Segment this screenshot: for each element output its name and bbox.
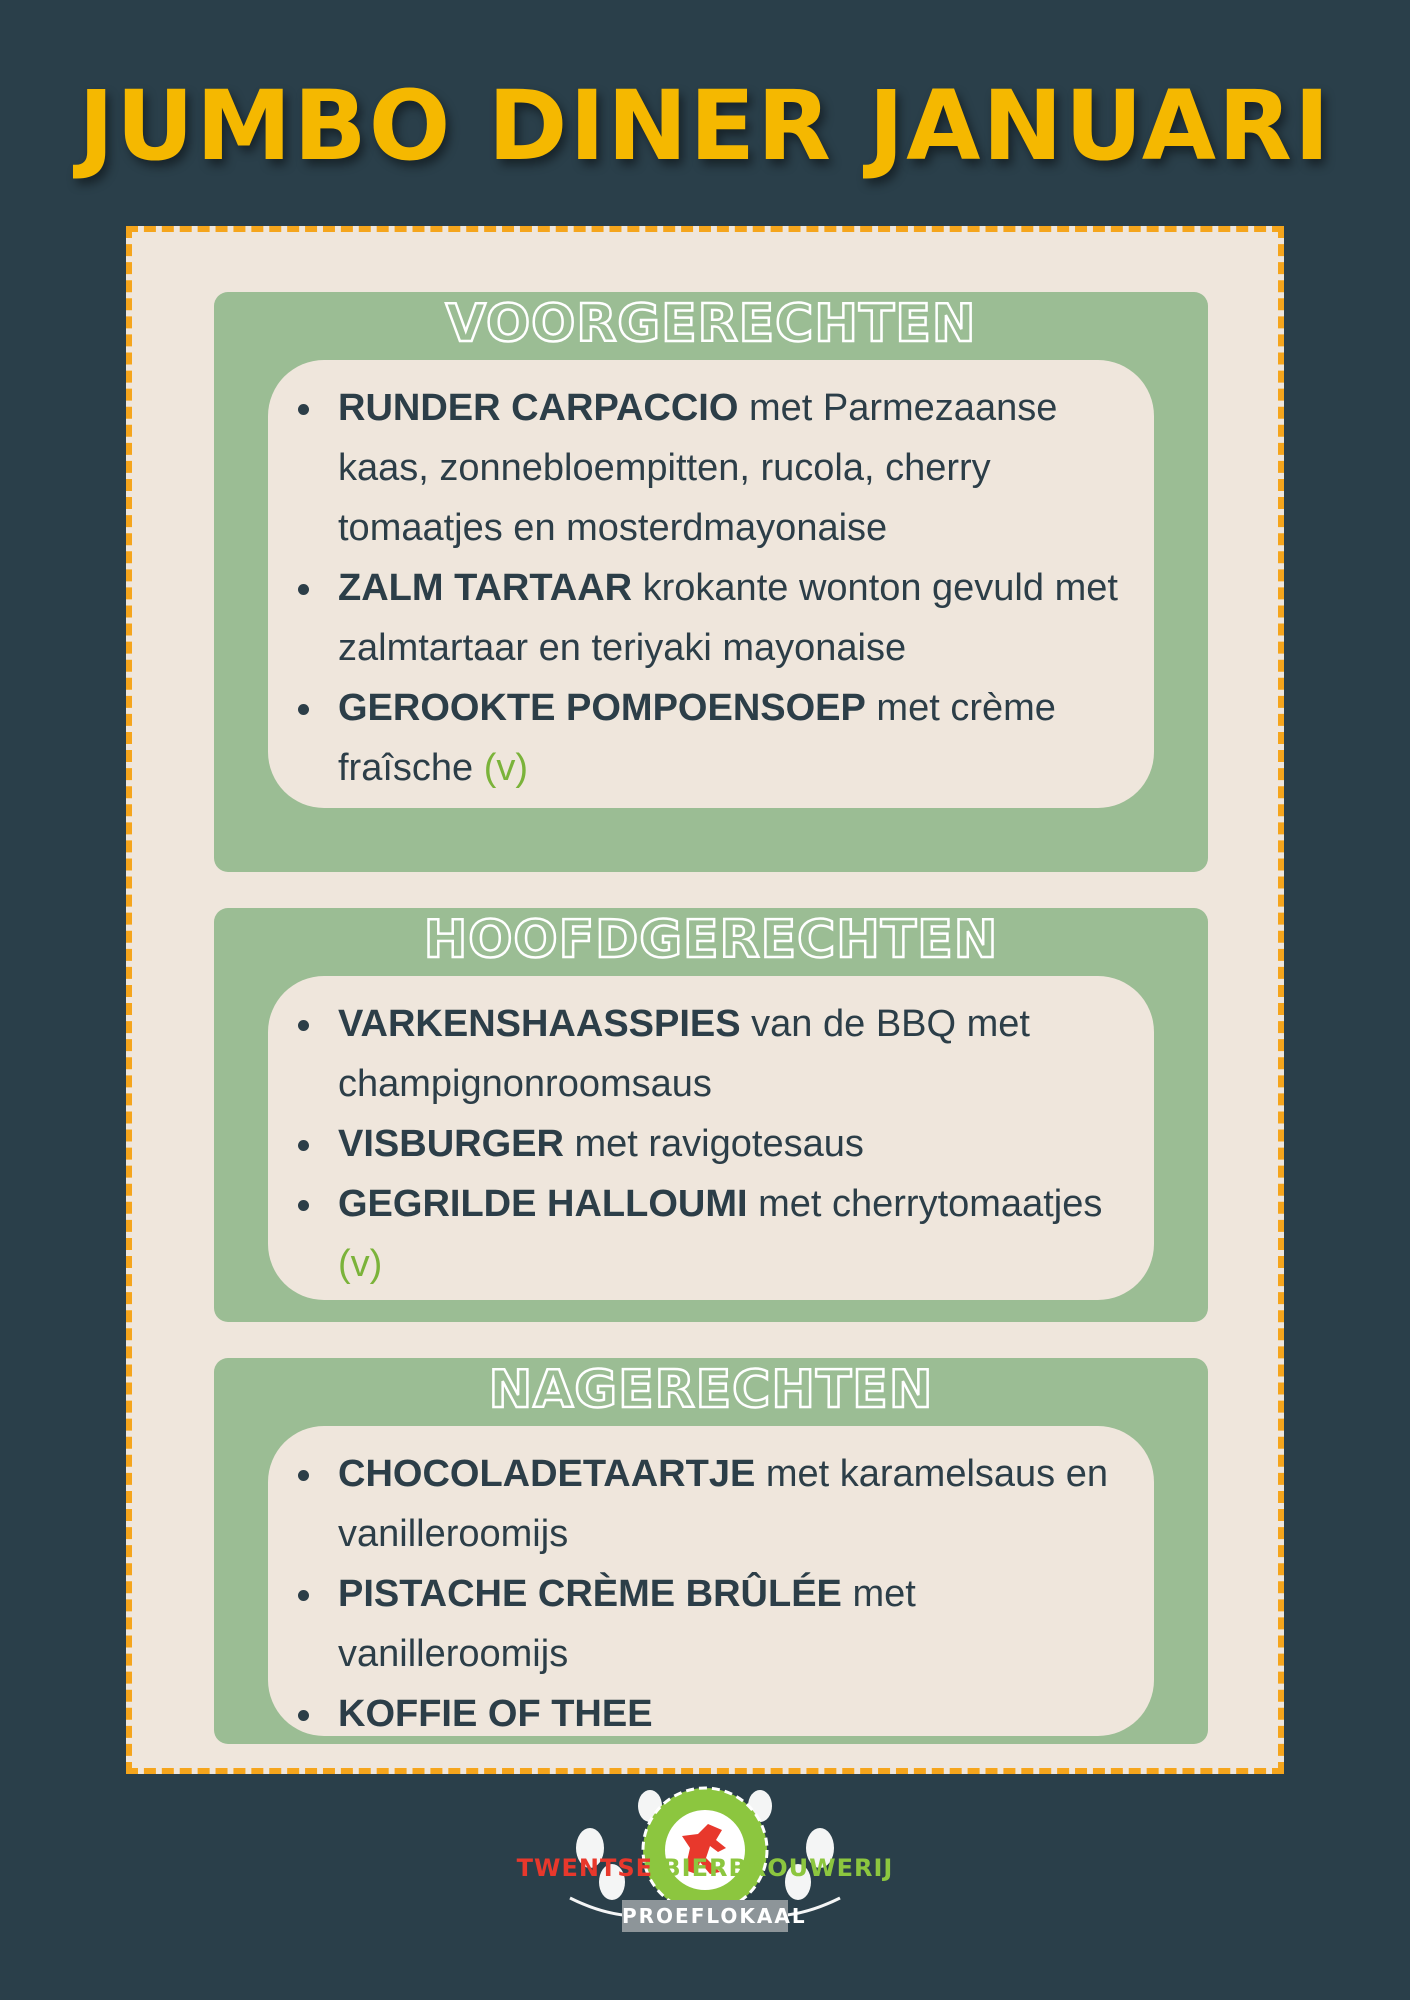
gear-badge-icon [643, 1788, 767, 1912]
dish-name: RUNDER CARPACCIO [338, 387, 739, 429]
page-title: JUMBO DINER JANUARI [78, 70, 1332, 182]
brand-subtitle: PROEFLOKAAL [622, 1900, 788, 1932]
section-heading: VOORGERECHTEN [445, 294, 977, 354]
section-nagerechten [214, 1358, 1208, 1744]
section-heading: HOOFDGERECHTEN [423, 910, 999, 970]
dish-description: krokante wonton gevuld met zalmtartaar en teriyaki mayonaise [338, 567, 1118, 669]
dish-name: CHOCOLADETAARTJE [338, 1453, 756, 1495]
dish-name: PISTACHE CRÈME BRÛLÉE [338, 1573, 842, 1615]
vegetarian-tag: (v) [338, 1243, 383, 1285]
dish-list-card [268, 1426, 1154, 1736]
section-hoofdgerechten [214, 908, 1208, 1322]
section-heading: NAGERECHTEN [488, 1360, 934, 1420]
dish-description: met crème fraîsche [338, 687, 1056, 789]
brand-name [0, 1854, 1410, 1882]
dish-description: met vanilleroomijs [338, 1573, 916, 1675]
dish-description: met karamelsaus en vanilleroomijs [338, 1453, 1109, 1555]
brand-word-twentse: TWENTSE [516, 1854, 654, 1882]
list-item [292, 1174, 1124, 1294]
dish-name: GEGRILDE HALLOUMI [338, 1183, 748, 1225]
list-item [292, 1114, 1124, 1174]
dish-description: van de BBQ met champignonroomsaus [338, 1003, 1030, 1105]
dish-name: VARKENSHAASSPIES [338, 1003, 741, 1045]
brand-word-bierbrouwerij: BIERBROUWERIJ [662, 1854, 894, 1882]
dish-name: VISBURGER [338, 1123, 564, 1165]
dish-name: GEROOKTE POMPOENSOEP [338, 687, 866, 729]
section-voorgerechten [214, 292, 1208, 872]
dish-list-card [268, 976, 1154, 1300]
dish-name: KOFFIE OF THEE [338, 1693, 653, 1735]
list-item [292, 994, 1124, 1114]
dish-list-card [268, 360, 1154, 808]
dish-description: met Parmezaanse kaas, zonnebloempitten, rucola, cherry tomaatjes en mosterdmayonaise [338, 387, 1058, 549]
vegetarian-tag: (v) [483, 747, 529, 789]
dish-name: ZALM TARTAAR [338, 567, 633, 609]
list-item [292, 1564, 1124, 1684]
list-item [292, 678, 1124, 798]
list-item [292, 1444, 1124, 1564]
list-item [292, 378, 1124, 558]
dish-description: met cherrytomaatjes [747, 1183, 1103, 1225]
list-item [292, 558, 1124, 678]
list-item [292, 1684, 1124, 1744]
menu-frame [126, 226, 1284, 1774]
brewery-logo [550, 1778, 860, 1988]
dish-description: met ravigotesaus [563, 1123, 864, 1165]
